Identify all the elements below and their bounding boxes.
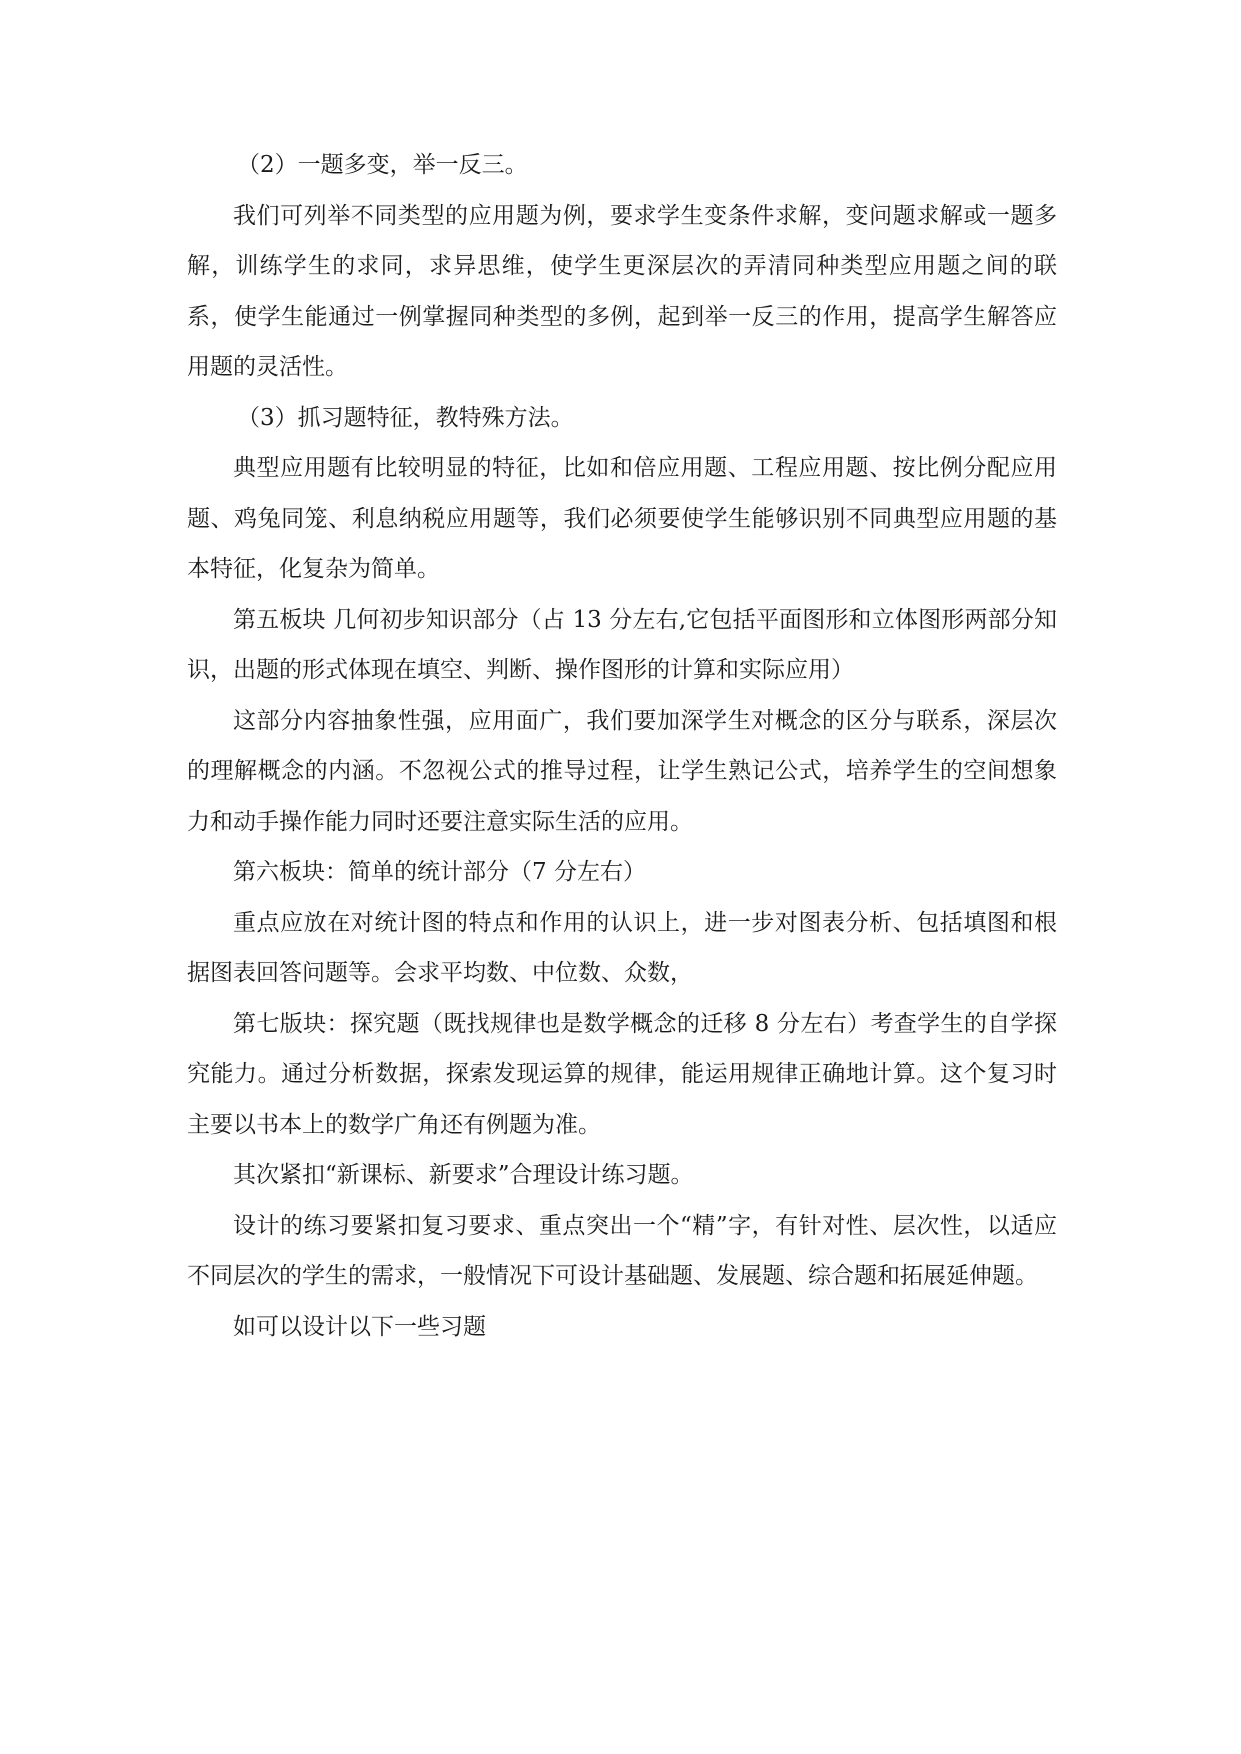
document-body bbox=[187, 140, 1057, 1352]
body-paragraph: 其次紧扣“新课标、新要求”合理设计练习题。 bbox=[233, 1162, 694, 1188]
body-paragraph: 典型应用题有比较明显的特征，比如和倍应用题、工程应用题、按比例分配应用题、鸡兔同笼、利息纳税应用题等，我们必须要使学生能够识别不同典型应用题的基本特征，化复杂为简单。 bbox=[187, 455, 1057, 582]
body-paragraph: 这部分内容抽象性强，应用面广，我们要加深学生对概念的区分与联系，深层次的理解概念的内涵。不忽视公式的推导过程，让学生熟记公式，培养学生的空间想象力和动手操作能力同时还要注意实际生活的应用。 bbox=[187, 707, 1057, 835]
subheading-paragraph: （2）一题多变，举一反三。 bbox=[237, 152, 528, 178]
body-paragraph: 我们可列举不同类型的应用题为例，要求学生变条件求解，变问题求解或一题多解，训练学生的求同，求异思维，使学生更深层次的弄清同种类型应用题之间的联系，使学生能通过一例掌握同种类型的多例，起到举一反三的作用，提高学生解答应用题的灵活性。 bbox=[187, 202, 1057, 380]
section-paragraph: 第五板块 几何初步知识部分（占 13 分左右,它包括平面图形和立体图形两部分知识，出题的形式体现在填空、判断、操作图形的计算和实际应用） bbox=[187, 606, 1057, 683]
body-paragraph: 重点应放在对统计图的特点和作用的认识上，进一步对图表分析、包括填图和根据图表回答问题等。会求平均数、中位数、众数， bbox=[187, 909, 1057, 986]
body-paragraph: 设计的练习要紧扣复习要求、重点突出一个“精”字，有针对性、层次性，以适应不同层次的学生的需求，一般情况下可设计基础题、发展题、综合题和拓展延伸题。 bbox=[187, 1212, 1057, 1289]
section-paragraph: 第六板块：简单的统计部分（7 分左右） bbox=[233, 859, 646, 885]
body-paragraph: 如可以设计以下一些习题 bbox=[233, 1313, 486, 1340]
section-paragraph: 第七版块：探究题（既找规律也是数学概念的迁移 8 分左右）考查学生的自学探究能力。通过分析数据，探索发现运算的规律，能运用规律正确地计算。这个复习时主要以书本上的数学广角还有例题为准。 bbox=[187, 1010, 1057, 1138]
subheading-paragraph: （3）抓习题特征，教特殊方法。 bbox=[237, 404, 574, 431]
